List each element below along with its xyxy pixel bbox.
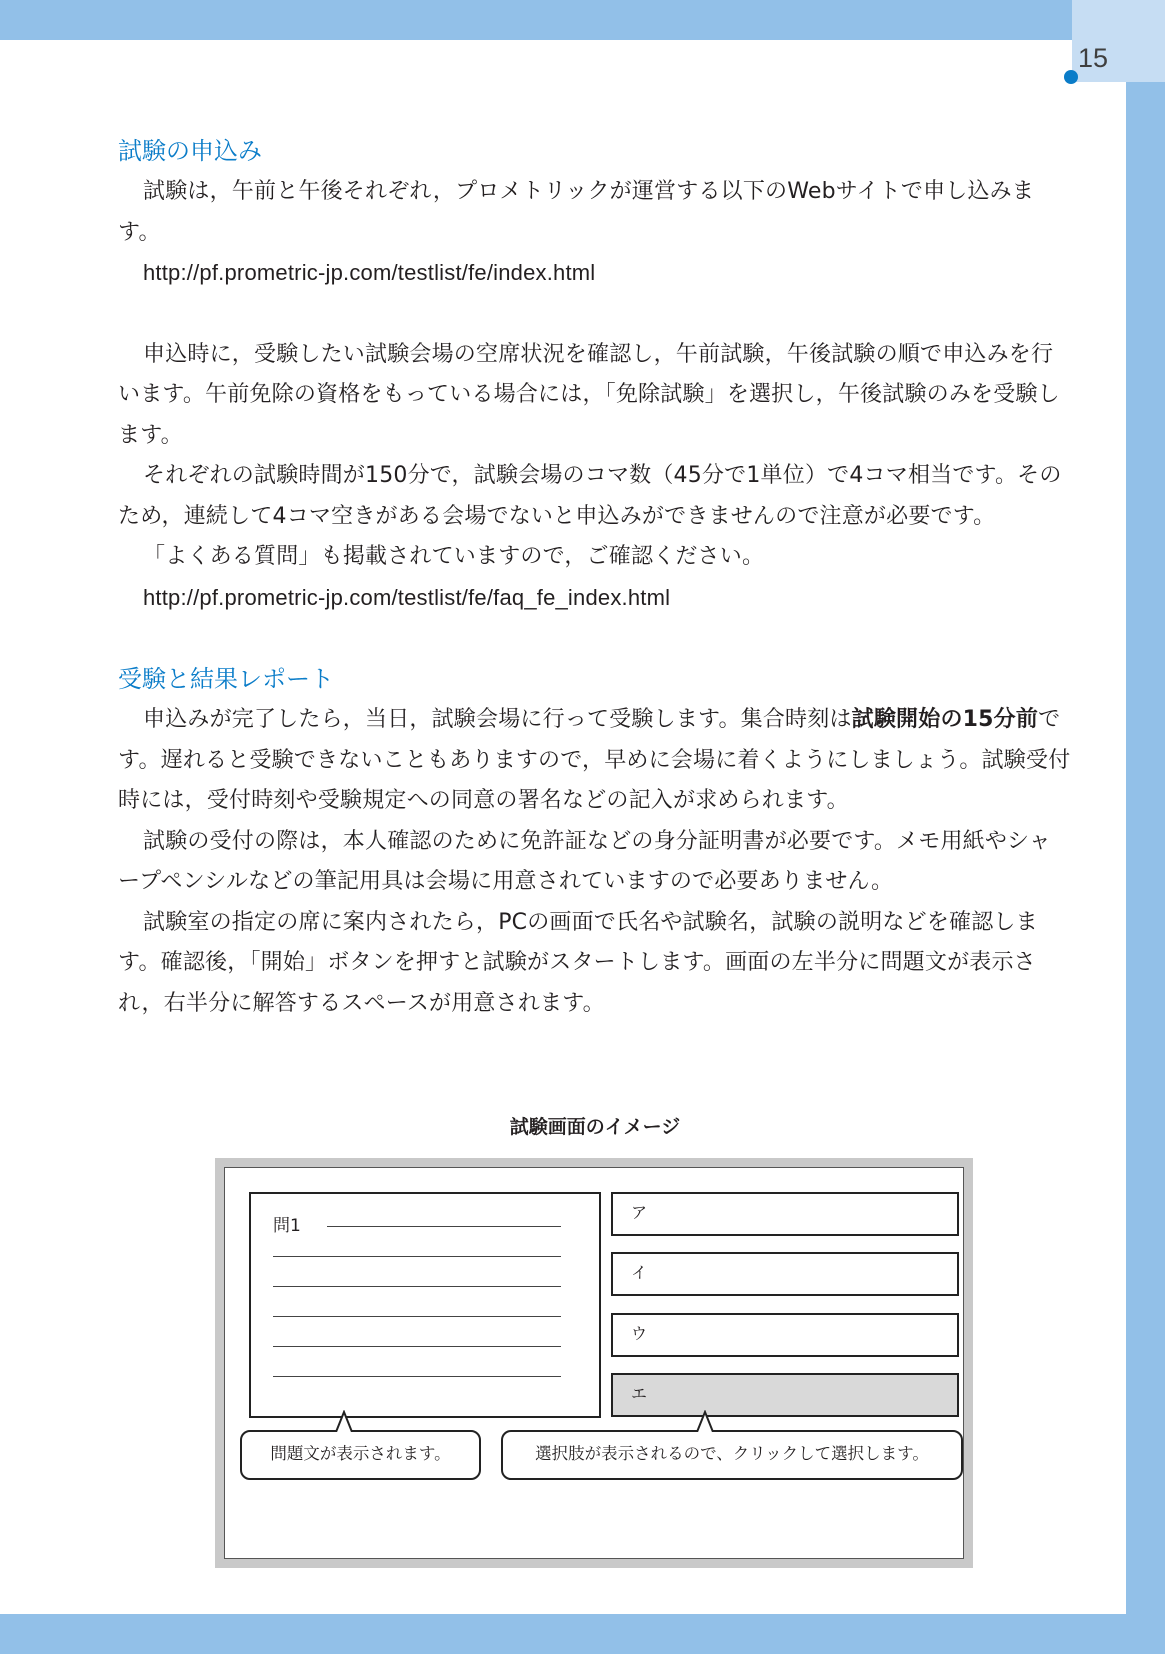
exam-screen-figure bbox=[215, 1158, 973, 1568]
option-e-selected[interactable] bbox=[611, 1373, 959, 1417]
spacer bbox=[118, 618, 1072, 658]
right-band bbox=[1126, 0, 1165, 1654]
question-text-line bbox=[273, 1316, 561, 1317]
question-text-line bbox=[327, 1226, 561, 1227]
top-band bbox=[0, 0, 1165, 40]
question-text-line bbox=[273, 1256, 561, 1257]
option-label: エ bbox=[631, 1384, 648, 1403]
option-i[interactable] bbox=[611, 1252, 959, 1296]
paragraph-text: 申込みが完了したら，当日，試験会場に行って受験します。集合時刻は bbox=[143, 707, 852, 732]
callout-question bbox=[240, 1430, 481, 1480]
section-title-exam-report: 受験と結果レポート bbox=[118, 665, 334, 693]
paragraph bbox=[118, 700, 1072, 822]
callout-pointer bbox=[694, 1410, 716, 1432]
paragraph: 「よくある質問」も掲載されていますので，ご確認ください。 bbox=[143, 544, 765, 569]
paragraph: 試験室の指定の席に案内されたら，PCの画面で氏名や試験名，試験の説明などを確認します。確認後，「開始」ボタンを押すと試験がスタートします。画面の左半分に問題文が表示され，右半分に解答するスペースが用意されます。 bbox=[118, 909, 1038, 1016]
question-text-line bbox=[273, 1376, 561, 1377]
paragraph: 申込時に，受験したい試験会場の空席状況を確認し，午前試験，午後試験の順で申込みを行います。午前免除の資格をもっている場合には，「免除試験」を選択し，午後試験のみを受験します。 bbox=[118, 341, 1060, 448]
question-text-line bbox=[273, 1286, 561, 1287]
option-label: イ bbox=[631, 1263, 648, 1282]
callout-text: 選択肢が表示されるので、クリックして選択します。 bbox=[535, 1444, 929, 1463]
article-body bbox=[118, 130, 1072, 1024]
callout-options bbox=[501, 1430, 963, 1480]
figure-title: 試験画面のイメージ bbox=[509, 1116, 681, 1138]
section-title-application: 試験の申込み bbox=[118, 137, 262, 165]
paragraph-text: です。遅れると受験できないこともありますので，早めに会場に着くようにしましょう。試験受付時には，受付時刻や受験規定への同意の署名などの記入が求められます。 bbox=[118, 707, 1071, 813]
option-a[interactable] bbox=[611, 1192, 959, 1236]
url-link[interactable]: http://pf.prometric-jp.com/testlist/fe/index.html bbox=[143, 260, 596, 285]
option-u[interactable] bbox=[611, 1313, 959, 1357]
question-text-line bbox=[273, 1346, 561, 1347]
paragraph: それぞれの試験時間が150分で，試験会場のコマ数（45分で1単位）で4コマ相当です。そのため，連続して4コマ空きがある会場でないと申込みができませんので注意が必要です。 bbox=[118, 463, 1062, 529]
page-number-dot bbox=[1064, 70, 1078, 84]
spacer bbox=[118, 294, 1072, 335]
question-label: 問1 bbox=[273, 1216, 301, 1236]
callout-text: 問題文が表示されます。 bbox=[270, 1444, 451, 1463]
emphasis-text: 試験開始の15分前 bbox=[851, 707, 1039, 732]
option-label: ウ bbox=[631, 1324, 648, 1343]
url-link[interactable]: http://pf.prometric-jp.com/testlist/fe/faq_fe_index.html bbox=[143, 584, 671, 610]
bottom-band bbox=[0, 1614, 1165, 1654]
page-number: 15 bbox=[1078, 43, 1109, 73]
paragraph: 試験の受付の際は，本人確認のために免許証などの身分証明書が必要です。メモ用紙やシャープペンシルなどの筆記用具は会場に用意されていますので必要ありません。 bbox=[118, 828, 1052, 894]
question-panel bbox=[249, 1192, 601, 1418]
paragraph: 試験は，午前と午後それぞれ，プロメトリックが運営する以下のWebサイトで申し込みます。 bbox=[118, 179, 1035, 245]
option-label: ア bbox=[631, 1203, 648, 1222]
callout-pointer bbox=[333, 1410, 355, 1432]
exam-screen bbox=[224, 1167, 964, 1559]
